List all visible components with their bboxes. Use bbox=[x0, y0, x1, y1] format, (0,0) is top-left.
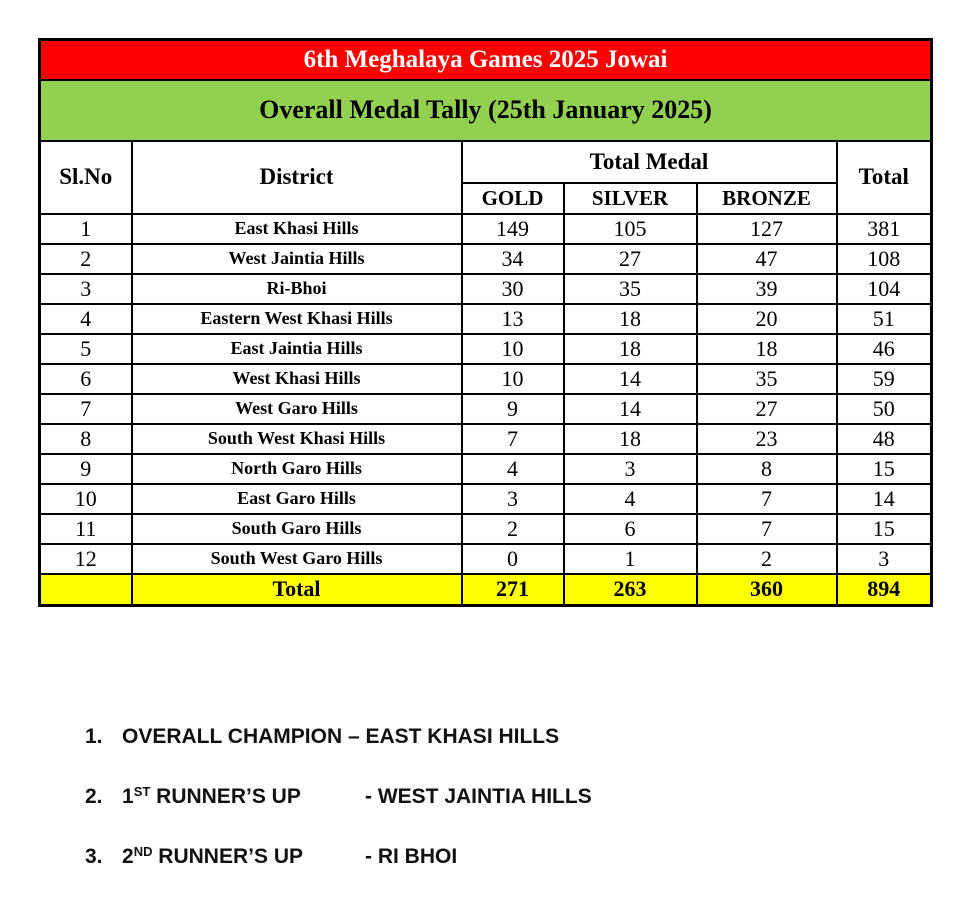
row-gold-count: 4 bbox=[462, 454, 564, 484]
results-notes bbox=[85, 725, 592, 905]
row-silver-count: 14 bbox=[564, 364, 697, 394]
header-district: District bbox=[132, 141, 462, 214]
table-row bbox=[40, 274, 932, 304]
event-banner-row bbox=[40, 40, 932, 80]
table-row bbox=[40, 424, 932, 454]
row-silver-count: 4 bbox=[564, 484, 697, 514]
row-silver-count: 6 bbox=[564, 514, 697, 544]
table-row bbox=[40, 304, 932, 334]
table-row bbox=[40, 214, 932, 244]
row-district-name: South West Khasi Hills bbox=[132, 424, 462, 454]
row-serial-number: 2 bbox=[40, 244, 132, 274]
row-serial-number: 1 bbox=[40, 214, 132, 244]
header-gold: GOLD bbox=[462, 183, 564, 214]
row-bronze-count: 8 bbox=[697, 454, 837, 484]
row-bronze-count: 2 bbox=[697, 544, 837, 574]
table-row bbox=[40, 334, 932, 364]
row-district-name: North Garo Hills bbox=[132, 454, 462, 484]
tally-banner-row bbox=[40, 80, 932, 141]
row-bronze-count: 27 bbox=[697, 394, 837, 424]
row-silver-count: 14 bbox=[564, 394, 697, 424]
row-silver-count: 1 bbox=[564, 544, 697, 574]
row-gold-count: 10 bbox=[462, 334, 564, 364]
row-district-name: East Khasi Hills bbox=[132, 214, 462, 244]
header-total-medal: Total Medal bbox=[462, 141, 837, 183]
table-row bbox=[40, 484, 932, 514]
row-bronze-count: 47 bbox=[697, 244, 837, 274]
table-row bbox=[40, 244, 932, 274]
note-number: 2. bbox=[85, 785, 103, 808]
row-silver-count: 18 bbox=[564, 334, 697, 364]
row-district-name: East Jaintia Hills bbox=[132, 334, 462, 364]
note-number: 1. bbox=[85, 725, 103, 748]
header-row-main bbox=[40, 141, 932, 183]
row-gold-count: 10 bbox=[462, 364, 564, 394]
row-district-name: West Garo Hills bbox=[132, 394, 462, 424]
row-serial-number: 8 bbox=[40, 424, 132, 454]
row-bronze-count: 18 bbox=[697, 334, 837, 364]
note-text: 1ST RUNNER’S UP bbox=[122, 784, 301, 808]
grand-total-row bbox=[40, 574, 932, 606]
row-serial-number: 4 bbox=[40, 304, 132, 334]
row-bronze-count: 7 bbox=[697, 484, 837, 514]
row-district-name: West Khasi Hills bbox=[132, 364, 462, 394]
row-serial-number: 12 bbox=[40, 544, 132, 574]
note-overall-champion bbox=[85, 725, 592, 749]
row-gold-count: 13 bbox=[462, 304, 564, 334]
note-second-runner-up bbox=[85, 845, 592, 869]
total-overall-count: 894 bbox=[837, 574, 932, 606]
row-silver-count: 35 bbox=[564, 274, 697, 304]
row-gold-count: 34 bbox=[462, 244, 564, 274]
row-total-count: 3 bbox=[837, 544, 932, 574]
row-total-count: 50 bbox=[837, 394, 932, 424]
row-total-count: 59 bbox=[837, 364, 932, 394]
row-district-name: South West Garo Hills bbox=[132, 544, 462, 574]
row-bronze-count: 20 bbox=[697, 304, 837, 334]
row-bronze-count: 127 bbox=[697, 214, 837, 244]
table-row bbox=[40, 514, 932, 544]
total-silver-count: 263 bbox=[564, 574, 697, 606]
header-total: Total bbox=[837, 141, 932, 214]
row-gold-count: 2 bbox=[462, 514, 564, 544]
row-serial-number: 3 bbox=[40, 274, 132, 304]
row-gold-count: 30 bbox=[462, 274, 564, 304]
row-serial-number: 5 bbox=[40, 334, 132, 364]
row-total-count: 48 bbox=[837, 424, 932, 454]
row-silver-count: 3 bbox=[564, 454, 697, 484]
note-number: 3. bbox=[85, 845, 103, 868]
row-district-name: Ri-Bhoi bbox=[132, 274, 462, 304]
note-district: - RI BHOI bbox=[365, 845, 458, 868]
header-slno: Sl.No bbox=[40, 141, 132, 214]
medal-table bbox=[38, 38, 933, 607]
row-total-count: 108 bbox=[837, 244, 932, 274]
medal-tally-document bbox=[38, 38, 933, 607]
row-serial-number: 10 bbox=[40, 484, 132, 514]
table-body bbox=[40, 214, 932, 574]
row-total-count: 15 bbox=[837, 514, 932, 544]
row-serial-number: 11 bbox=[40, 514, 132, 544]
table-row bbox=[40, 544, 932, 574]
row-gold-count: 3 bbox=[462, 484, 564, 514]
row-district-name: West Jaintia Hills bbox=[132, 244, 462, 274]
note-text: OVERALL CHAMPION – EAST KHASI HILLS bbox=[122, 725, 560, 748]
row-total-count: 104 bbox=[837, 274, 932, 304]
row-silver-count: 27 bbox=[564, 244, 697, 274]
row-gold-count: 0 bbox=[462, 544, 564, 574]
table-row bbox=[40, 364, 932, 394]
total-bronze-count: 360 bbox=[697, 574, 837, 606]
row-total-count: 51 bbox=[837, 304, 932, 334]
row-serial-number: 6 bbox=[40, 364, 132, 394]
row-district-name: South Garo Hills bbox=[132, 514, 462, 544]
row-bronze-count: 39 bbox=[697, 274, 837, 304]
row-gold-count: 7 bbox=[462, 424, 564, 454]
row-gold-count: 149 bbox=[462, 214, 564, 244]
note-first-runner-up bbox=[85, 785, 592, 809]
row-gold-count: 9 bbox=[462, 394, 564, 424]
header-bronze: BRONZE bbox=[697, 183, 837, 214]
total-row-spacer bbox=[40, 574, 132, 606]
row-serial-number: 7 bbox=[40, 394, 132, 424]
total-row-label: Total bbox=[132, 574, 462, 606]
row-total-count: 381 bbox=[837, 214, 932, 244]
note-district: - WEST JAINTIA HILLS bbox=[365, 785, 592, 808]
row-total-count: 15 bbox=[837, 454, 932, 484]
row-silver-count: 105 bbox=[564, 214, 697, 244]
event-title: 6th Meghalaya Games 2025 Jowai bbox=[40, 40, 932, 80]
row-bronze-count: 23 bbox=[697, 424, 837, 454]
row-total-count: 46 bbox=[837, 334, 932, 364]
tally-title: Overall Medal Tally (25th January 2025) bbox=[40, 80, 932, 141]
note-text: 2ND RUNNER’S UP bbox=[122, 844, 303, 868]
header-silver: SILVER bbox=[564, 183, 697, 214]
row-serial-number: 9 bbox=[40, 454, 132, 484]
row-bronze-count: 7 bbox=[697, 514, 837, 544]
row-silver-count: 18 bbox=[564, 424, 697, 454]
table-row bbox=[40, 394, 932, 424]
total-gold-count: 271 bbox=[462, 574, 564, 606]
row-silver-count: 18 bbox=[564, 304, 697, 334]
row-district-name: Eastern West Khasi Hills bbox=[132, 304, 462, 334]
table-row bbox=[40, 454, 932, 484]
row-bronze-count: 35 bbox=[697, 364, 837, 394]
row-district-name: East Garo Hills bbox=[132, 484, 462, 514]
row-total-count: 14 bbox=[837, 484, 932, 514]
